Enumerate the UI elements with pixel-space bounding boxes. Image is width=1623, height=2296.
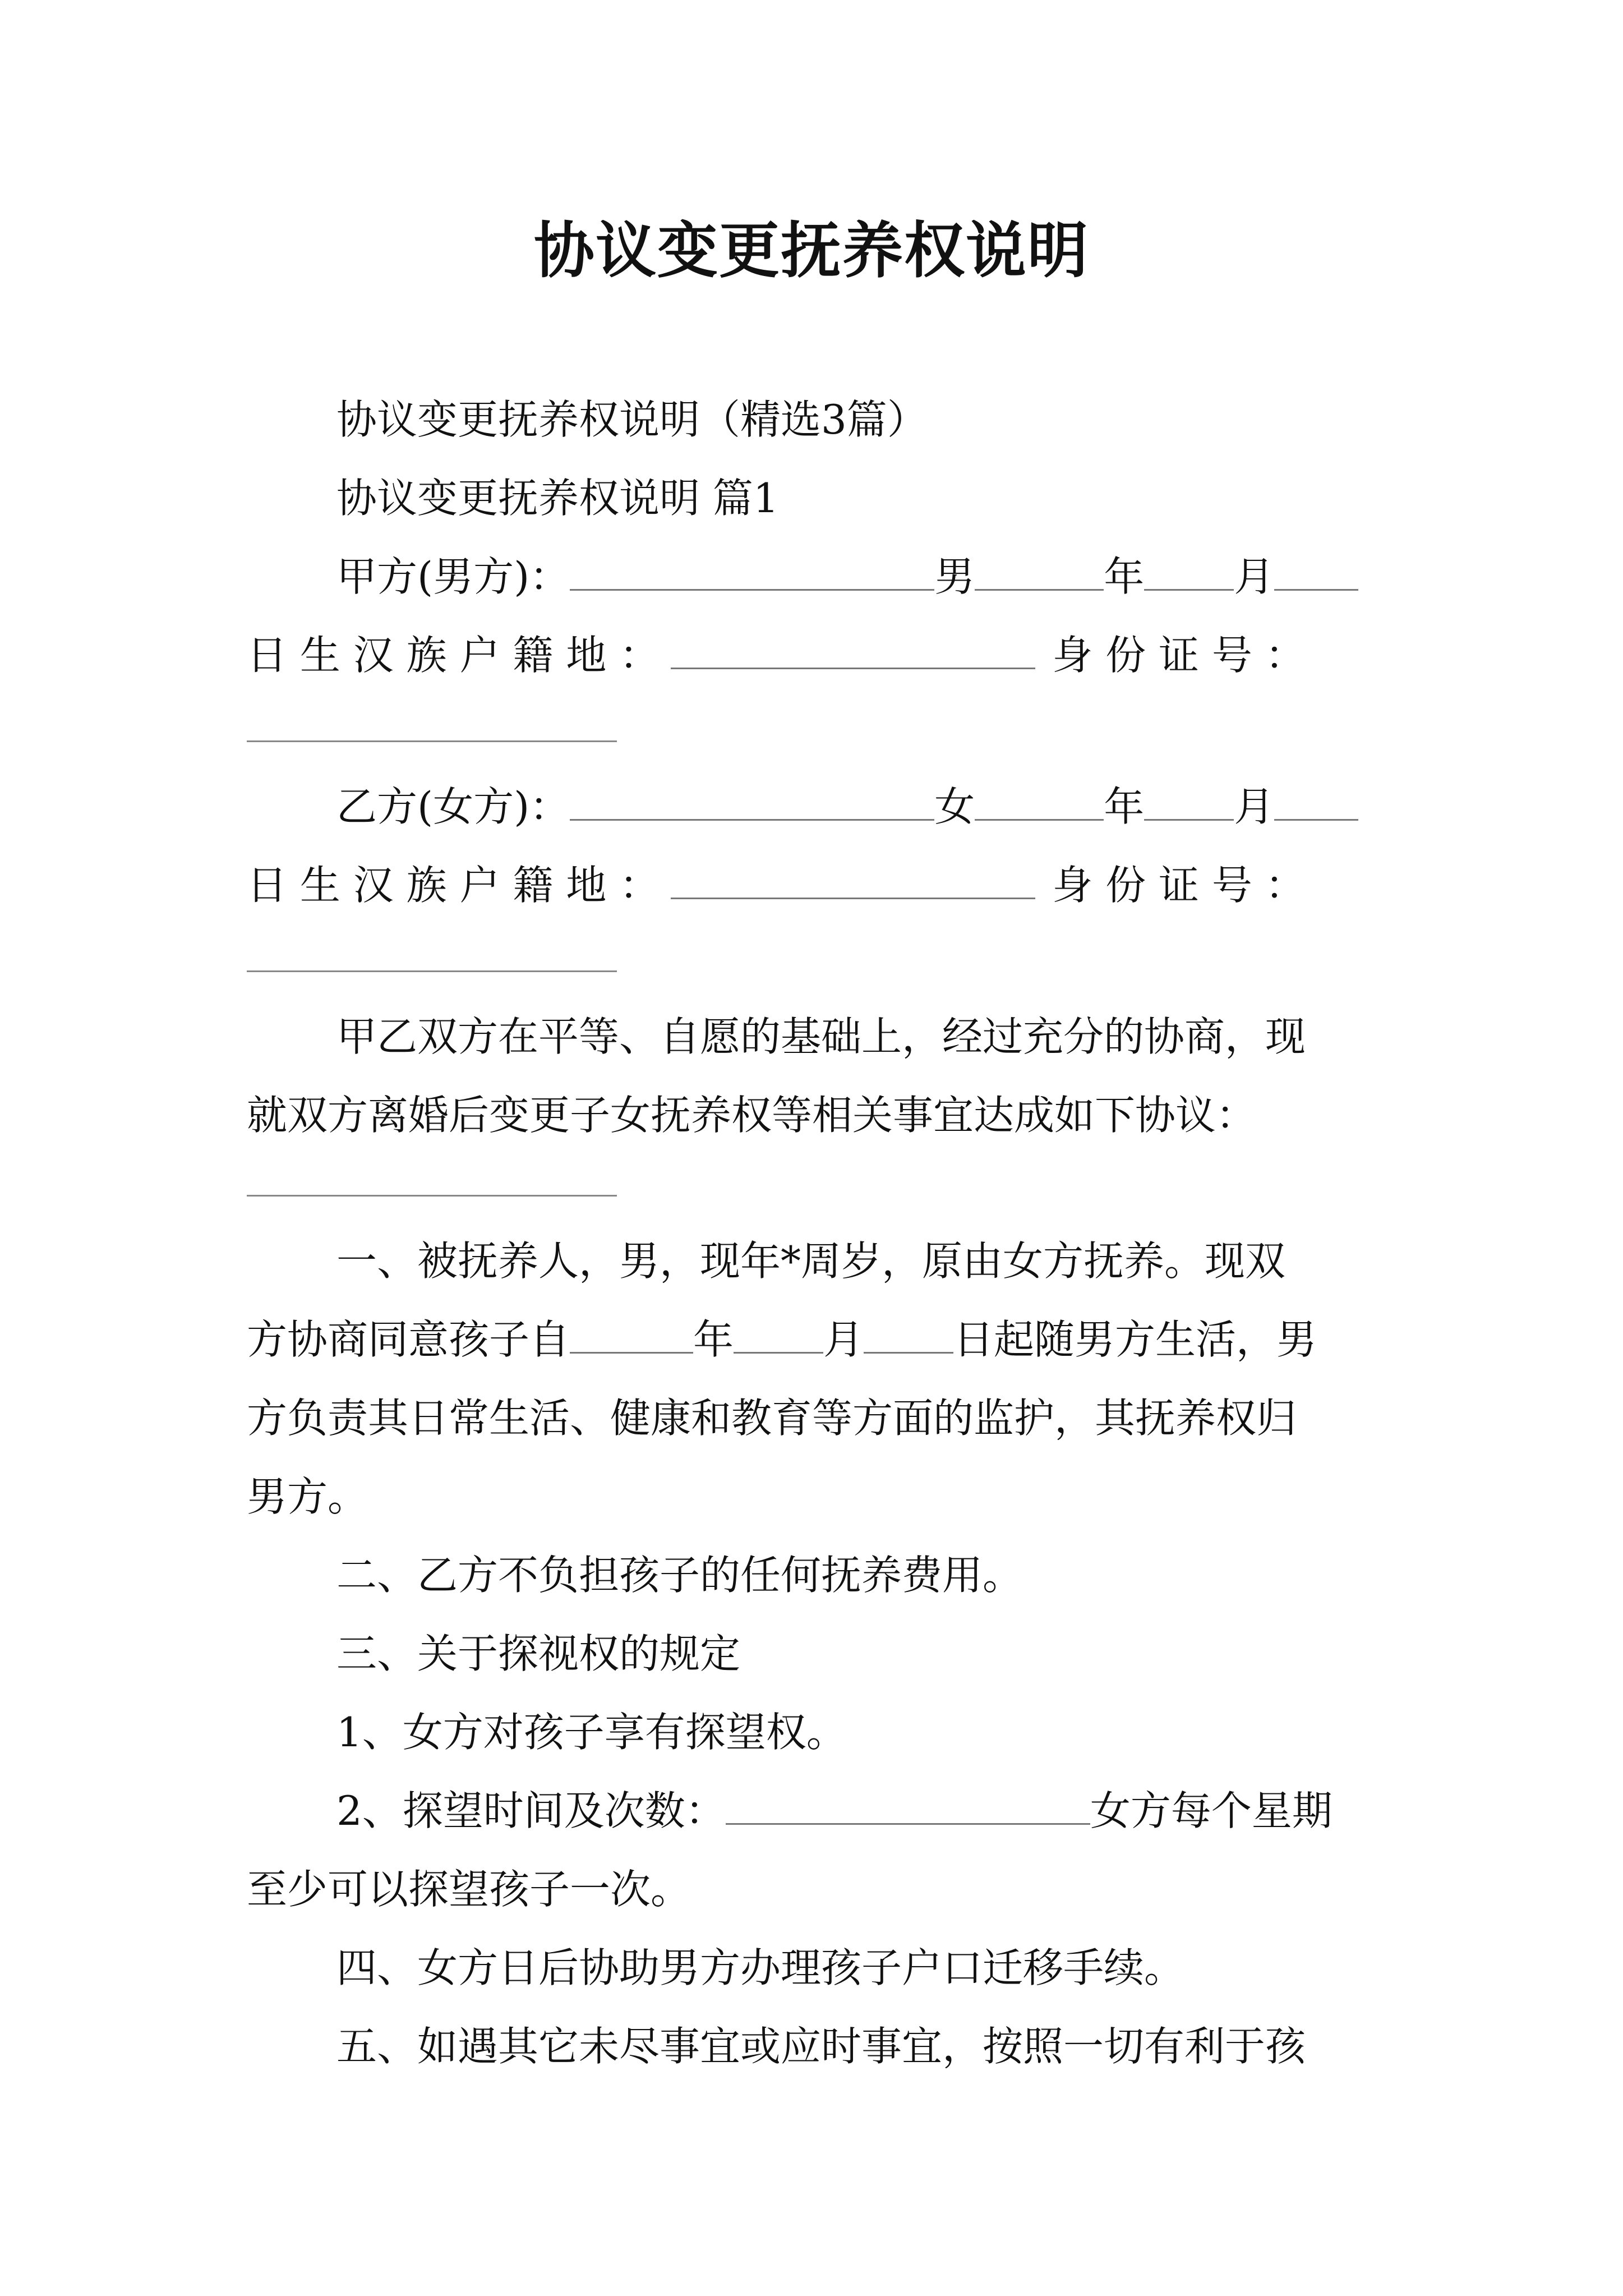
- clause-5: 五、如遇其它未尽事宜或应时事宜，按照一切有利于孩: [336, 2023, 1306, 2070]
- paragraph-intro-2: 就双方离婚后变更子女抚养权等相关事宜达成如下协议：: [247, 1092, 1257, 1139]
- party-a-id-blank: [247, 740, 617, 742]
- clause-4: 四、女方日后协助男方办理孩子户口迁移手续。: [336, 1944, 1185, 1991]
- clause-3: 三、关于探视权的规定: [336, 1630, 741, 1677]
- clause-1-month: 月: [823, 1316, 864, 1363]
- party-b-month: 月: [1234, 783, 1275, 830]
- party-b-name-blank: [570, 779, 934, 821]
- party-b-hometown-blank: [671, 857, 1035, 899]
- clause-1-text-a: 方协商同意孩子自: [247, 1316, 570, 1363]
- party-a-year: 年: [1104, 553, 1145, 600]
- visit-blank: [726, 1783, 1090, 1825]
- clause-1-text-b: 日起随男方生活，男: [953, 1316, 1317, 1363]
- subtitle-line: 协议变更抚养权说明（精选3篇）: [336, 396, 928, 443]
- clause-2: 二、乙方不负担孩子的任何抚养费用。: [336, 1552, 1023, 1599]
- section-heading: 协议变更抚养权说明 篇1: [336, 475, 779, 522]
- intro-blank: [247, 1195, 617, 1197]
- party-a-name-blank: [570, 549, 934, 591]
- party-a-month: 月: [1234, 553, 1275, 600]
- visit-text: 女方每个星期: [1090, 1787, 1332, 1834]
- clause-1-month-blank: [734, 1312, 823, 1354]
- clause-3-item-2-line-1: [336, 1778, 1332, 1837]
- clause-1-line-3: 方负责其日常生活、健康和教育等方面的监护，其抚养权归: [247, 1395, 1297, 1442]
- party-b-gender: 女: [934, 783, 975, 830]
- document-title: 协议变更抚养权说明: [533, 215, 1089, 286]
- party-a-day-blank: [1274, 549, 1358, 591]
- clause-1-year-blank: [570, 1312, 693, 1354]
- party-b-year-blank: [975, 779, 1104, 821]
- party-a-label: 甲方(男方)：: [336, 553, 570, 600]
- party-b-day-blank: [1274, 779, 1358, 821]
- paragraph-intro-1: 甲乙双方在平等、自愿的基础上，经过充分的协商，现: [336, 1013, 1306, 1060]
- party-a-hometown-blank: [671, 627, 1035, 669]
- party-a-id-label: 身 份 证 号 ：: [1052, 632, 1306, 679]
- party-a-gender: 男: [934, 553, 975, 600]
- party-a-birth-line: [247, 623, 1306, 681]
- clause-1-line-4: 男方。: [247, 1473, 368, 1520]
- clause-1-year: 年: [693, 1316, 734, 1363]
- clause-1-line-2: [247, 1307, 1317, 1365]
- party-b-birth-label: 日 生 汉 族 户 籍 地 ：: [247, 862, 660, 909]
- party-b-line: [336, 774, 1358, 832]
- party-b-id-blank: [247, 970, 617, 972]
- clause-3-item-1: 1、女方对孩子享有探望权。: [336, 1709, 847, 1756]
- party-b-id-label: 身 份 证 号 ：: [1052, 862, 1306, 909]
- party-a-month-blank: [1144, 549, 1234, 591]
- party-a-year-blank: [975, 549, 1104, 591]
- party-b-birth-line: [247, 853, 1306, 911]
- party-a-birth-label: 日 生 汉 族 户 籍 地 ：: [247, 632, 660, 679]
- party-b-month-blank: [1144, 779, 1234, 821]
- party-b-label: 乙方(女方)：: [336, 783, 570, 830]
- visit-label: 2、探望时间及次数：: [336, 1787, 726, 1834]
- clause-1-day-blank: [864, 1312, 953, 1354]
- clause-1-line-1: 一、被抚养人，男，现年*周岁，原由女方抚养。现双: [336, 1237, 1286, 1285]
- clause-3-item-2-line-2: 至少可以探望孩子一次。: [247, 1866, 691, 1913]
- party-b-year: 年: [1104, 783, 1145, 830]
- party-a-line: [336, 544, 1358, 602]
